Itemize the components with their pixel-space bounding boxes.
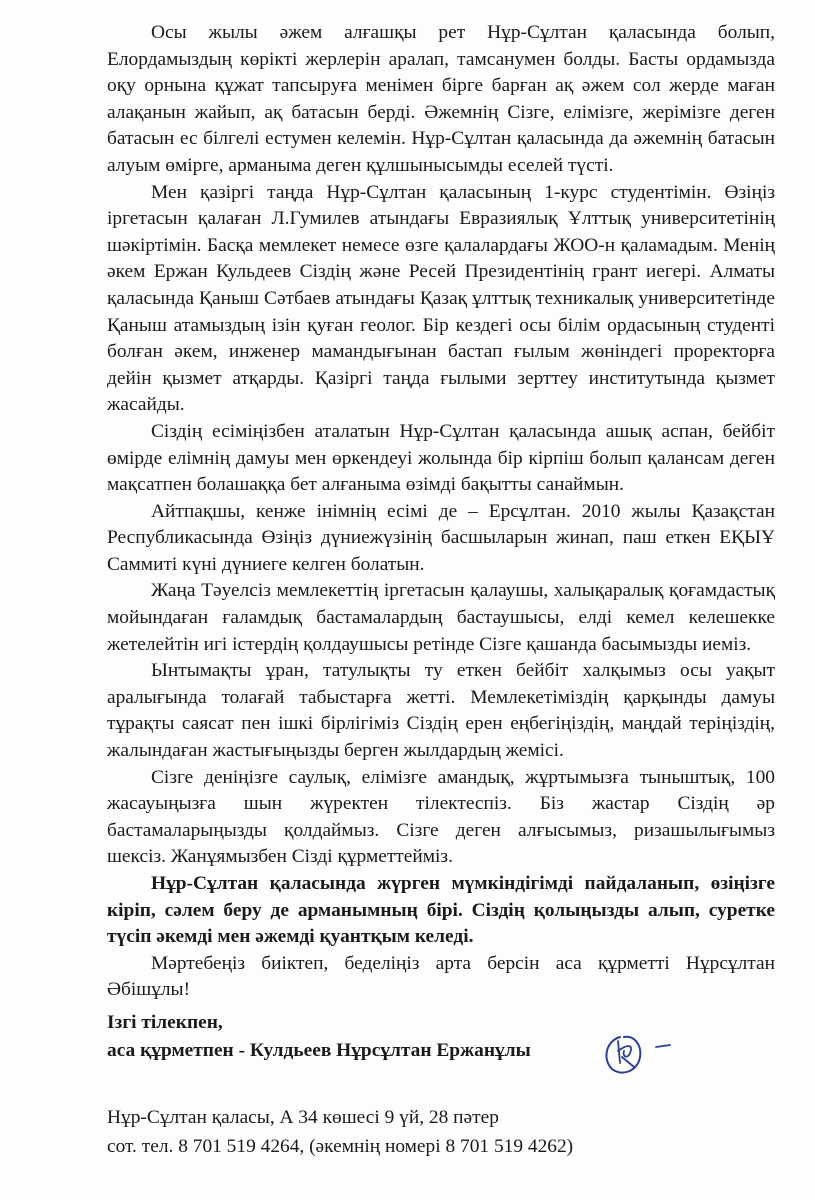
paragraph-founder-respect: Жаңа Тәуелсіз мемлекеттің іргетасын қалаушы, халықаралық қоғамдастық мойындаған ғаламдық бастамалардың бастаушысы, елді кемел келешекке жетелейтін игі істердің қолдаушысы ретінде Сізге қашанда басымызды иеміз. [107,580,775,655]
handwritten-signature-icon [598,1027,688,1077]
closing-signature-line: аса құрметпен - Кулдьеев Нұрсұлтан Ержанұлы [107,1040,531,1061]
phone-line: сот. тел. 8 701 519 4264, (әкемнің номері 8 701 519 4262) [107,1136,574,1157]
letter-body [107,20,775,1004]
paragraph-city-hopes: Сіздің есіміңізбен аталатын Нұр-Сұлтан қаласында ашық аспан, бейбіт өмірде елімнің дамуы мен өркендеуі жолында бір кірпіш болып қалансам деген мақсатпен болашаққа бет алғаныма өзімді бақытты санаймын. [107,420,775,496]
paragraph-wishes: Сізге деніңізге саулық, елімізге амандық, жұртымызға тыныштық, 100 жасауыңызға шын жүректен тілектеспіз. Біз жастар Сіздің әр бастамаларыңызды қолдаймыз. Сізге деген алғысымыз, ризашылығымыз шексіз. Жанұямызбен Сізді құрметтейміз. [107,766,775,868]
address-line: Нұр-Сұлтан қаласы, А 34 көшесі 9 үй, 28 пәтер [107,1107,499,1128]
address-block [107,1103,727,1161]
paragraph-student-info: Мен қазіргі таңда Нұр-Сұлтан қаласының 1-курс студентімін. Өзіңіз іргетасын қалаған Л.Гумилев атындағы Евразиялық Ұлттық университетінің шәкіртімін. Басқа мемлекет немесе өзге қалалардағы ЖОО-н қаламадым. Менің әкем Ержан Кульдеев Сіздің және Ресей Президентінің грант иегері. Алматы қаласында Қаныш Сәтбаев атындағы Қазақ ұлттық техникалық университетінде Қаныш атамыздың ізін қуған геолог. Бір кездегі осы білім ордасының студенті болған әкем, инженер мамандығынан бастап ғылым жөніндегі проректорға дейін қызмет атқарды. Қазіргі таңда ғылыми зерттеу институтында қызмет жасайды. [107,181,775,416]
paragraph-grandmother-blessing: Осы жылы әжем алғашқы рет Нұр-Сұлтан қаласында болып, Елордамыздың көрікті жерлерін аралап, тамсанумен болды. Басты ордамызда оқу орнына құжат тапсыруға менімен бірге барған ақ әжем сол жерде маған алақанын жайып, ақ батасын берді. Әжемнің Сізге, елімізге, жерімізге деген батасын ес білгелі естумен келемін. Нұр-Сұлтан қаласында да әжемнің батасын алуым өмірге, арманыма деген құлшынысымды еселей түсті. [107,22,775,176]
paragraph-final-greeting: Мәртебеңіз биіктеп, беделіңіз арта берсін аса құрметті Нұрсұлтан Әбішұлы! [107,952,775,1001]
closing-salutation: Ізгі тілекпен, [107,1012,223,1033]
paragraph-people-achievements: Ынтымақты ұран, татулықты ту еткен бейбіт халқымыз осы уақыт аралығында толағай табыстарға жетті. Мемлекетіміздің қарқынды дамуы тұрақты саясат пен ішкі бірлігіміз Сіздің ерен еңбегіңіздің, маңдай теріңіздің, жалындаған жастығыңызды берген жылдардың жемісі. [107,660,775,762]
closing-block [107,1009,647,1065]
paragraph-meeting-wish: Нұр-Сұлтан қаласында жүрген мүмкіндігімді пайдаланып, өзіңізге кіріп, сәлем беру де арманымның бірі. Сіздің қолыңызды алып, суретке түсіп әкемді мен әжемді қуантқым келеді. [107,873,775,948]
paragraph-younger-brother: Айтпақшы, кенже інімнің есімі де – Ерсұлтан. 2010 жылы Қазақстан Республикасында Өзіңіз дүниежүзінің басшыларын жинап, паш еткен ЕҚЫҰ Саммиті күні дүниеге келген болатын. [107,500,775,575]
